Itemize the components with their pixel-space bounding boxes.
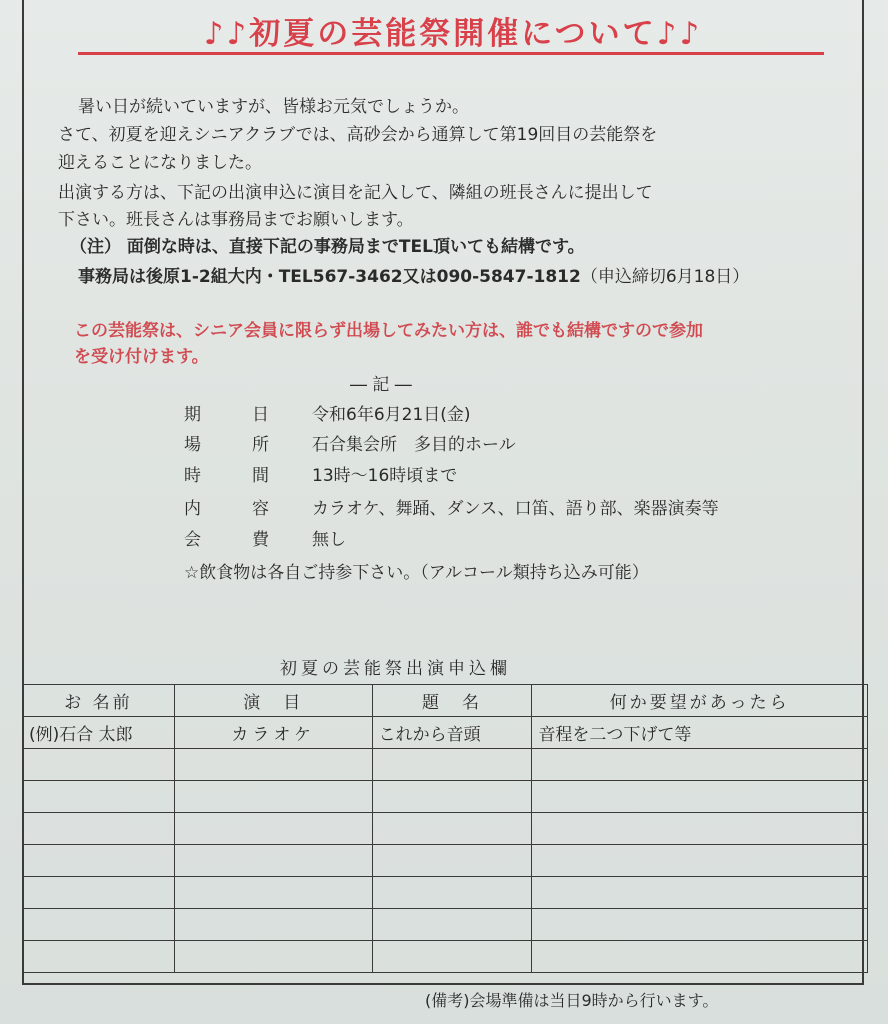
form-blank-row[interactable] [23,909,868,941]
intro-line-2: 迎えることになりました。 [58,153,262,173]
ki-heading: ― 記 ― [350,375,412,395]
form-blank-row[interactable] [23,877,868,909]
red-notice-line-1: この芸能祭は、シニア会員に限らず出場してみたい方は、誰でも結構ですので参加 [74,321,703,341]
instruction-line-2: 下さい。班長さんは事務局までお願いします。 [58,210,414,230]
detail-label-date: 期 日 [184,405,269,425]
detail-value-date: 令和6年6月21日(金) [312,405,471,425]
form-blank-row[interactable] [23,941,868,973]
detail-label-content: 内 容 [184,499,269,519]
intro-line-1: さて、初夏を迎えシニアクラブでは、高砂会から通算して第19回目の芸能祭を [58,125,658,145]
example-requests: 音程を二つ下げて等 [532,717,868,749]
instruction-line-1: 出演する方は、下記の出演申込に演目を記入して、隣組の班長さんに提出して [58,183,653,203]
form-blank-row[interactable] [23,781,868,813]
detail-value-time: 13時〜16時頃まで [312,466,458,486]
red-notice-line-2: を受け付けます。 [74,347,209,367]
form-blank-row[interactable] [23,845,868,877]
office-contact: 事務局は後原1-2組大内・TEL567-3462又は090-5847-1812 [78,267,581,287]
title-underline [78,52,824,55]
form-title: 初夏の芸能祭出演申込欄 [280,659,511,679]
example-program: カラオケ [174,717,372,749]
deadline-text: （申込締切6月18日） [580,267,750,287]
detail-label-time: 時 間 [184,466,269,486]
detail-label-fee: 会 費 [184,530,269,550]
greeting-text: 暑い日が続いていますが、皆様お元気でしょうか。 [78,97,469,117]
food-note: ☆飲食物は各自ご持参下さい。（アルコール類持ち込み可能） [184,563,649,583]
header-song-title: 題 名 [372,685,532,717]
form-blank-row[interactable] [23,749,868,781]
remarks-text: (備考)会場準備は当日9時から行います。 [425,991,719,1010]
form-header-row [23,685,868,717]
header-name: お 名前 [23,685,175,717]
header-program: 演 目 [174,685,372,717]
example-name: (例)石合 太郎 [23,717,175,749]
detail-label-place: 場 所 [184,435,269,455]
example-song-title: これから音頭 [372,717,532,749]
page-title: ♪♪初夏の芸能祭開催について♪♪ [203,16,703,52]
office-info [78,262,749,287]
note-text: （注） 面倒な時は、直接下記の事務局までTEL頂いても結構です。 [70,237,585,257]
application-form [22,684,868,973]
form-example-row [23,717,868,749]
detail-value-content: カラオケ、舞踊、ダンス、口笛、語り部、楽器演奏等 [312,499,719,519]
form-blank-row[interactable] [23,813,868,845]
detail-value-place: 石合集会所 多目的ホール [312,435,516,455]
header-requests: 何か要望があったら [532,685,868,717]
detail-value-fee: 無し [312,530,346,550]
